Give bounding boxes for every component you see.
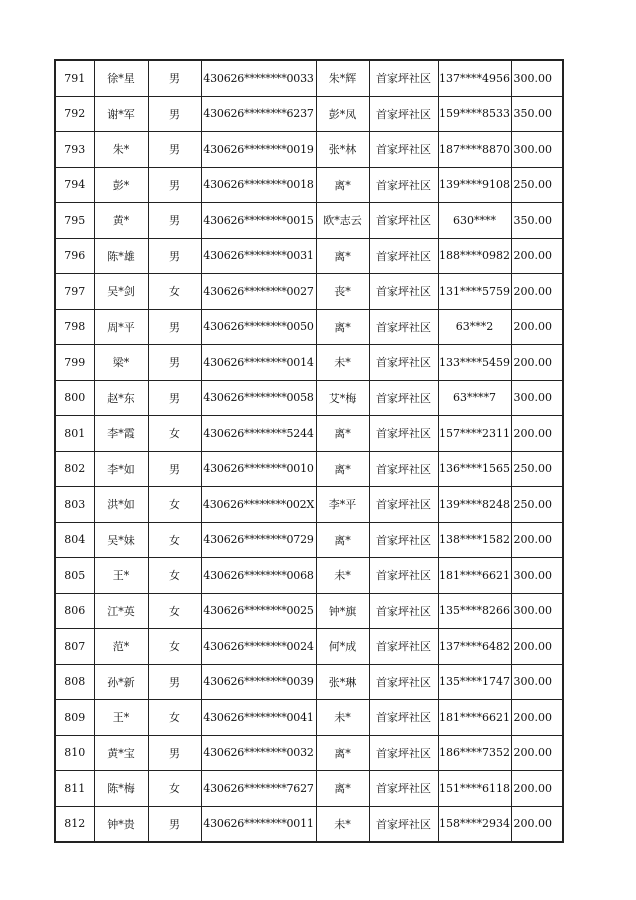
name-cell: 洪*如 (94, 487, 148, 523)
table-row (55, 167, 563, 203)
family-member-cell: 钟*旗 (316, 593, 369, 629)
family-member-cell: 离* (316, 522, 369, 558)
amount-cell: 200.00 (511, 522, 563, 558)
phone-cell: 630**** (438, 203, 511, 239)
table-row (55, 664, 563, 700)
community-cell: 首家坪社区 (369, 664, 438, 700)
id-number-cell: 430626********0014 (201, 345, 316, 381)
table-row (55, 60, 563, 96)
table-row (55, 451, 563, 487)
family-member-cell: 未* (316, 806, 369, 842)
name-cell: 李*霞 (94, 416, 148, 452)
name-cell: 黄*宝 (94, 735, 148, 771)
row-number-cell: 792 (55, 96, 94, 132)
gender-cell: 男 (148, 203, 201, 239)
id-number-cell: 430626********0010 (201, 451, 316, 487)
family-member-cell: 欧*志云 (316, 203, 369, 239)
name-cell: 陈*梅 (94, 771, 148, 807)
family-member-cell: 未* (316, 558, 369, 594)
row-number-cell: 812 (55, 806, 94, 842)
amount-cell: 300.00 (511, 664, 563, 700)
family-member-cell: 未* (316, 345, 369, 381)
name-cell: 孙*新 (94, 664, 148, 700)
phone-cell: 135****8266 (438, 593, 511, 629)
row-number-cell: 808 (55, 664, 94, 700)
id-number-cell: 430626********0018 (201, 167, 316, 203)
row-number-cell: 807 (55, 629, 94, 665)
row-number-cell: 796 (55, 238, 94, 274)
family-member-cell: 离* (316, 416, 369, 452)
row-number-cell: 794 (55, 167, 94, 203)
name-cell: 吴*妹 (94, 522, 148, 558)
row-number-cell: 810 (55, 735, 94, 771)
row-number-cell: 801 (55, 416, 94, 452)
id-number-cell: 430626********0031 (201, 238, 316, 274)
row-number-cell: 798 (55, 309, 94, 345)
amount-cell: 350.00 (511, 203, 563, 239)
table-row (55, 629, 563, 665)
id-number-cell: 430626********6237 (201, 96, 316, 132)
id-number-cell: 430626********0032 (201, 735, 316, 771)
amount-cell: 200.00 (511, 735, 563, 771)
phone-cell: 158****2934 (438, 806, 511, 842)
amount-cell: 250.00 (511, 487, 563, 523)
amount-cell: 250.00 (511, 451, 563, 487)
community-cell: 首家坪社区 (369, 96, 438, 132)
phone-cell: 138****1582 (438, 522, 511, 558)
community-cell: 首家坪社区 (369, 558, 438, 594)
gender-cell: 女 (148, 700, 201, 736)
name-cell: 钟*贵 (94, 806, 148, 842)
table-row (55, 593, 563, 629)
family-member-cell: 张*林 (316, 132, 369, 168)
family-member-cell: 离* (316, 309, 369, 345)
name-cell: 彭* (94, 167, 148, 203)
row-number-cell: 809 (55, 700, 94, 736)
row-number-cell: 802 (55, 451, 94, 487)
amount-cell: 350.00 (511, 96, 563, 132)
phone-cell: 157****2311 (438, 416, 511, 452)
amount-cell: 200.00 (511, 345, 563, 381)
name-cell: 范* (94, 629, 148, 665)
phone-cell: 63****7 (438, 380, 511, 416)
family-member-cell: 离* (316, 735, 369, 771)
phone-cell: 133****5459 (438, 345, 511, 381)
id-number-cell: 430626********0015 (201, 203, 316, 239)
table-row (55, 735, 563, 771)
gender-cell: 女 (148, 274, 201, 310)
gender-cell: 女 (148, 771, 201, 807)
community-cell: 首家坪社区 (369, 274, 438, 310)
community-cell: 首家坪社区 (369, 771, 438, 807)
row-number-cell: 800 (55, 380, 94, 416)
amount-cell: 200.00 (511, 238, 563, 274)
community-cell: 首家坪社区 (369, 380, 438, 416)
amount-cell: 200.00 (511, 700, 563, 736)
id-number-cell: 430626********0033 (201, 60, 316, 96)
amount-cell: 300.00 (511, 60, 563, 96)
family-member-cell: 张*琳 (316, 664, 369, 700)
community-cell: 首家坪社区 (369, 735, 438, 771)
name-cell: 周*平 (94, 309, 148, 345)
amount-cell: 300.00 (511, 593, 563, 629)
row-number-cell: 805 (55, 558, 94, 594)
id-number-cell: 430626********0039 (201, 664, 316, 700)
community-cell: 首家坪社区 (369, 167, 438, 203)
name-cell: 朱* (94, 132, 148, 168)
community-cell: 首家坪社区 (369, 487, 438, 523)
gender-cell: 女 (148, 416, 201, 452)
phone-cell: 181****6621 (438, 700, 511, 736)
row-number-cell: 811 (55, 771, 94, 807)
amount-cell: 300.00 (511, 380, 563, 416)
id-number-cell: 430626********0025 (201, 593, 316, 629)
table-row (55, 345, 563, 381)
table-row (55, 274, 563, 310)
gender-cell: 男 (148, 345, 201, 381)
id-number-cell: 430626********0068 (201, 558, 316, 594)
row-number-cell: 803 (55, 487, 94, 523)
community-cell: 首家坪社区 (369, 451, 438, 487)
gender-cell: 女 (148, 629, 201, 665)
family-member-cell: 李*平 (316, 487, 369, 523)
gender-cell: 女 (148, 522, 201, 558)
table-row (55, 522, 563, 558)
phone-cell: 137****4956 (438, 60, 511, 96)
id-number-cell: 430626********5244 (201, 416, 316, 452)
name-cell: 李*如 (94, 451, 148, 487)
community-cell: 首家坪社区 (369, 522, 438, 558)
id-number-cell: 430626********0019 (201, 132, 316, 168)
community-cell: 首家坪社区 (369, 345, 438, 381)
row-number-cell: 793 (55, 132, 94, 168)
amount-cell: 200.00 (511, 309, 563, 345)
name-cell: 陈*雄 (94, 238, 148, 274)
table-row (55, 238, 563, 274)
table-row (55, 380, 563, 416)
name-cell: 王* (94, 700, 148, 736)
table-row (55, 309, 563, 345)
id-number-cell: 430626********0058 (201, 380, 316, 416)
name-cell: 吴*剑 (94, 274, 148, 310)
gender-cell: 男 (148, 96, 201, 132)
table-row (55, 700, 563, 736)
community-cell: 首家坪社区 (369, 700, 438, 736)
phone-cell: 135****1747 (438, 664, 511, 700)
phone-cell: 63***2 (438, 309, 511, 345)
phone-cell: 186****7352 (438, 735, 511, 771)
gender-cell: 女 (148, 593, 201, 629)
gender-cell: 男 (148, 664, 201, 700)
family-member-cell: 未* (316, 700, 369, 736)
amount-cell: 200.00 (511, 416, 563, 452)
table-row (55, 487, 563, 523)
family-member-cell: 何*成 (316, 629, 369, 665)
table-row (55, 203, 563, 239)
family-member-cell: 彭*凤 (316, 96, 369, 132)
gender-cell: 男 (148, 806, 201, 842)
id-number-cell: 430626********7627 (201, 771, 316, 807)
community-cell: 首家坪社区 (369, 238, 438, 274)
phone-cell: 136****1565 (438, 451, 511, 487)
community-cell: 首家坪社区 (369, 629, 438, 665)
amount-cell: 300.00 (511, 132, 563, 168)
community-cell: 首家坪社区 (369, 593, 438, 629)
amount-cell: 200.00 (511, 771, 563, 807)
phone-cell: 131****5759 (438, 274, 511, 310)
gender-cell: 女 (148, 487, 201, 523)
amount-cell: 250.00 (511, 167, 563, 203)
community-cell: 首家坪社区 (369, 806, 438, 842)
family-member-cell: 离* (316, 451, 369, 487)
phone-cell: 139****8248 (438, 487, 511, 523)
row-number-cell: 806 (55, 593, 94, 629)
benefit-roster-table (54, 59, 564, 843)
gender-cell: 男 (148, 309, 201, 345)
name-cell: 谢*军 (94, 96, 148, 132)
phone-cell: 187****8870 (438, 132, 511, 168)
row-number-cell: 797 (55, 274, 94, 310)
name-cell: 赵*东 (94, 380, 148, 416)
family-member-cell: 朱*辉 (316, 60, 369, 96)
gender-cell: 男 (148, 735, 201, 771)
id-number-cell: 430626********0041 (201, 700, 316, 736)
table-row (55, 132, 563, 168)
row-number-cell: 799 (55, 345, 94, 381)
gender-cell: 男 (148, 238, 201, 274)
family-member-cell: 艾*梅 (316, 380, 369, 416)
row-number-cell: 804 (55, 522, 94, 558)
id-number-cell: 430626********0011 (201, 806, 316, 842)
name-cell: 黄* (94, 203, 148, 239)
gender-cell: 男 (148, 451, 201, 487)
phone-cell: 188****0982 (438, 238, 511, 274)
amount-cell: 200.00 (511, 806, 563, 842)
gender-cell: 女 (148, 558, 201, 594)
family-member-cell: 离* (316, 771, 369, 807)
row-number-cell: 795 (55, 203, 94, 239)
family-member-cell: 离* (316, 167, 369, 203)
gender-cell: 男 (148, 60, 201, 96)
phone-cell: 139****9108 (438, 167, 511, 203)
table-row (55, 558, 563, 594)
gender-cell: 男 (148, 380, 201, 416)
id-number-cell: 430626********0027 (201, 274, 316, 310)
community-cell: 首家坪社区 (369, 309, 438, 345)
community-cell: 首家坪社区 (369, 132, 438, 168)
row-number-cell: 791 (55, 60, 94, 96)
gender-cell: 男 (148, 132, 201, 168)
id-number-cell: 430626********0050 (201, 309, 316, 345)
community-cell: 首家坪社区 (369, 60, 438, 96)
table-row (55, 416, 563, 452)
community-cell: 首家坪社区 (369, 416, 438, 452)
amount-cell: 300.00 (511, 558, 563, 594)
table-row (55, 96, 563, 132)
phone-cell: 137****6482 (438, 629, 511, 665)
table-row (55, 806, 563, 842)
phone-cell: 159****8533 (438, 96, 511, 132)
family-member-cell: 离* (316, 238, 369, 274)
table-row (55, 771, 563, 807)
community-cell: 首家坪社区 (369, 203, 438, 239)
family-member-cell: 丧* (316, 274, 369, 310)
gender-cell: 男 (148, 167, 201, 203)
name-cell: 王* (94, 558, 148, 594)
name-cell: 徐*星 (94, 60, 148, 96)
phone-cell: 181****6621 (438, 558, 511, 594)
id-number-cell: 430626********002X (201, 487, 316, 523)
phone-cell: 151****6118 (438, 771, 511, 807)
amount-cell: 200.00 (511, 629, 563, 665)
name-cell: 江*英 (94, 593, 148, 629)
name-cell: 梁* (94, 345, 148, 381)
amount-cell: 200.00 (511, 274, 563, 310)
id-number-cell: 430626********0729 (201, 522, 316, 558)
id-number-cell: 430626********0024 (201, 629, 316, 665)
